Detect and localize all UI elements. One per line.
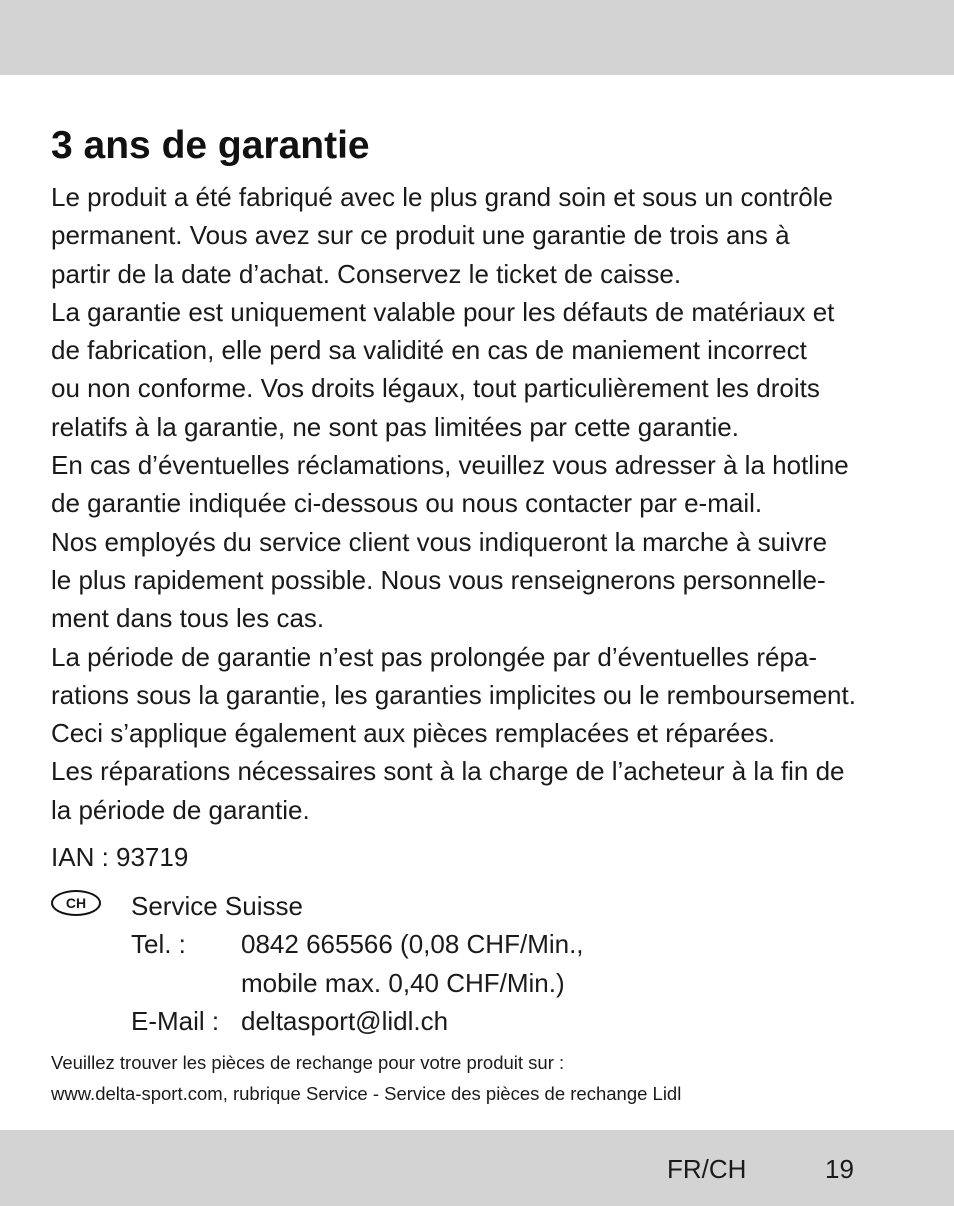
body-line: relatifs à la garantie, ne sont pas limitées par cette garantie. [51,411,739,442]
body-line: de garantie indiquée ci-dessous ou nous contacter par e-mail. [51,488,763,519]
body-line: Nos employés du service client vous indiqueront la marche à suivre [51,526,828,557]
warranty-body [51,178,911,829]
body-line: rations sous la garantie, les garanties implicites ou le remboursement. [51,679,856,710]
tel-value: 0842 665566 (0,08 CHF/Min., [241,929,584,960]
body-line: La garantie est uniquement valable pour les défauts de matériaux et [51,296,835,327]
body-line: Les réparations nécessaires sont à la charge de l’acheteur à la fin de [51,756,845,787]
body-line: de fabrication, elle perd sa validité en cas de maniement incorrect [51,335,807,366]
note-line: Veuillez trouver les pièces de rechange pour votre produit sur : [51,1052,565,1073]
body-line: ment dans tous les cas. [51,603,325,634]
country-badge-icon: CH [51,890,101,916]
body-line: Ceci s’applique également aux pièces remplacées et réparées. [51,718,776,749]
body-line: la période de garantie. [51,794,310,825]
tel-value-mobile: mobile max. 0,40 CHF/Min.) [241,967,565,998]
body-line: permanent. Vous avez sur ce produit une garantie de trois ans à [51,220,790,251]
body-line: le plus rapidement possible. Nous vous renseignerons personnelle- [51,564,826,595]
email-value: deltasport@lidl.ch [241,1005,449,1036]
service-heading: Service Suisse [131,891,303,921]
ian-number: IAN : 93719 [51,842,189,872]
body-line: En cas d’éventuelles réclamations, veuillez vous adresser à la hotline [51,450,849,481]
body-line: La période de garantie n’est pas prolongée par d’éventuelles répa- [51,641,818,672]
page-title: 3 ans de garantie [51,124,370,167]
note-line: www.delta-sport.com, rubrique Service - Service des pièces de rechange Lidl [51,1083,682,1104]
body-line: Le produit a été fabriqué avec le plus grand soin et sous un contrôle [51,182,833,212]
spare-parts-note [51,1047,681,1109]
email-label: E-Mail : [131,1005,220,1036]
header-band [0,0,954,75]
body-line: ou non conforme. Vos droits légaux, tout particulièrement les droits [51,373,820,404]
tel-label: Tel. : [131,929,186,960]
footer-language: FR/CH [667,1154,747,1184]
footer-band [0,1130,954,1206]
page-number: 19 [825,1154,854,1184]
body-line: partir de la date d’achat. Conservez le ticket de caisse. [51,258,682,289]
